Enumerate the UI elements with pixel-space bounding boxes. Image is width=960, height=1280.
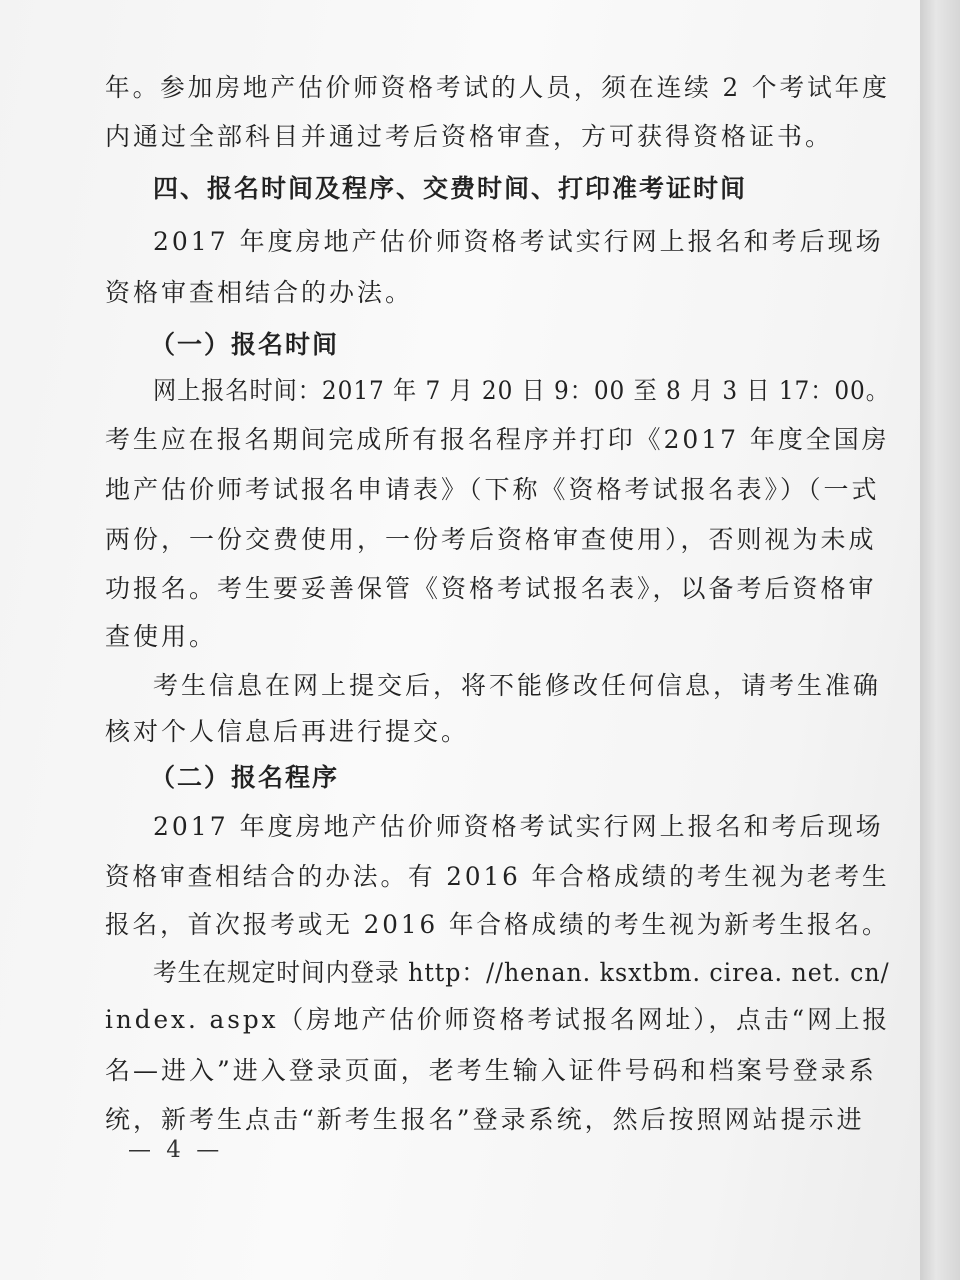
subsection-heading: （一）报名时间 [150, 330, 340, 359]
text-line: 地产估价师考试报名申请表》（下称《资格考试报名表》）（一式 [105, 475, 880, 504]
text-line: 考生在规定时间内登录 http：//henan. ksxtbm. cirea. net. cn/ [153, 958, 890, 987]
page-number: — 4 — [128, 1137, 224, 1163]
text-line: 查使用。 [105, 622, 218, 651]
text-line: 内通过全部科目并通过考后资格审查，方可获得资格证书。 [105, 122, 834, 151]
text-line: 2017 年度房地产估价师资格考试实行网上报名和考后现场 [153, 227, 884, 256]
subsection-heading: （二）报名程序 [150, 763, 340, 792]
text-line: 核对个人信息后再进行提交。 [105, 717, 470, 746]
text-line: 年。参加房地产估价师资格考试的人员，须在连续 2 个考试年度 [105, 73, 890, 102]
text-line: 名—进入”进入登录页面，老考生输入证件号码和档案号登录系 [105, 1056, 877, 1085]
text-line: 考生应在报名期间完成所有报名程序并打印《2017 年度全国房 [105, 425, 890, 454]
text-line: 功报名。考生要妥善保管《资格考试报名表》，以备考后资格审 [105, 574, 877, 603]
text-line: index. aspx（房地产估价师资格考试报名网址），点击“网上报 [105, 1005, 891, 1034]
text-line: 网上报名时间：2017 年 7 月 20 日 9：00 至 8 月 3 日 17：00。 [153, 376, 890, 405]
text-line: 2017 年度房地产估价师资格考试实行网上报名和考后现场 [153, 812, 884, 841]
text-line: 报名，首次报考或无 2016 年合格成绩的考生视为新考生报名。 [105, 910, 890, 939]
text-line: 资格审查相结合的办法。有 2016 年合格成绩的考生视为老考生 [105, 862, 890, 891]
text-line: 考生信息在网上提交后，将不能修改任何信息，请考生准确 [153, 671, 882, 700]
section-heading: 四、报名时间及程序、交费时间、打印准考证时间 [153, 174, 748, 203]
text-line: 两份，一份交费使用，一份考后资格审查使用），否则视为未成 [105, 525, 877, 554]
text-line: 资格审查相结合的办法。 [105, 278, 414, 307]
text-line: 统，新考生点击“新考生报名”登录系统，然后按照网站提示进 [105, 1105, 865, 1134]
paper-edge [920, 0, 960, 1280]
